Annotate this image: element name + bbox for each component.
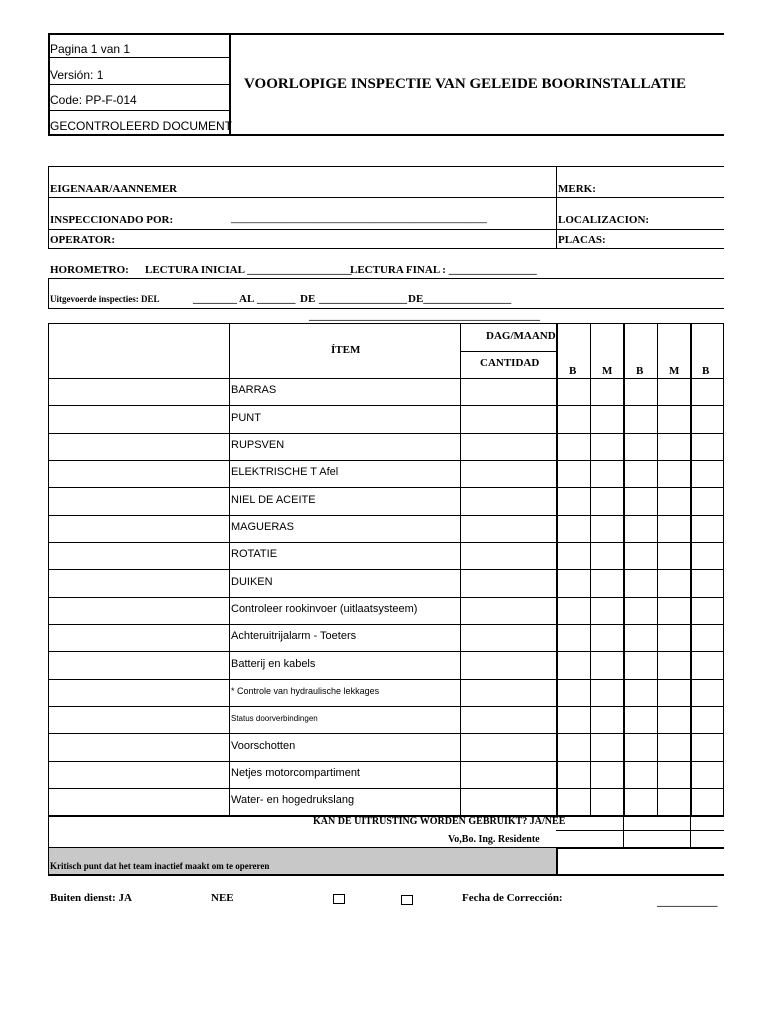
inspected-by-label: INSPECCIONADO POR: [50,214,174,226]
controlled-document: GECONTROLEERD DOCUMENT [50,119,233,133]
plates-label: PLACAS: [558,234,606,246]
correction-date-label: Fecha de Corrección: [462,892,563,904]
table-row-item-label: Batterij en kabels [231,657,316,670]
from-day-field[interactable]: ________ [193,293,237,305]
nee-checkbox[interactable] [401,895,413,905]
critical-point-label: Kritisch punt dat het team inactief maakt om te opereren [50,861,270,871]
operator-label: OPERATOR: [50,234,115,246]
table-row-item-label: Status doorverbindingen [231,713,318,723]
nee-label: NEE [211,892,234,904]
inspections-label: Uitgevoerde inspecties: DEL [50,294,160,304]
table-row-item-label: Voorschotten [231,739,296,752]
inspected-by-field[interactable]: ______________________________________________ [231,213,487,224]
year-field[interactable]: DE________________ [408,293,512,305]
owner-label: EIGENAAR/AANNEMER [50,183,178,195]
al-label: AL [239,293,255,305]
table-row-item-label: BARRAS [231,384,277,396]
table-row-item-label: Achteruitrijalarm - Toeters [231,630,357,642]
initial-reading[interactable]: LECTURA INICIAL ___________________ [145,264,352,276]
page-number: Pagina 1 van 1 [50,42,131,56]
table-row-item-label: Controleer rookinvoer (uitlaatsysteem) [231,603,418,615]
final-reading[interactable]: LECTURA FINAL : ________________ [350,264,537,276]
item-header: ÍTEM [331,344,361,356]
bm-header: M [669,365,680,377]
bm-header: M [602,365,613,377]
month-field[interactable]: ________________ [319,293,407,305]
table-row-item-label: PUNT [231,411,261,424]
table-row-item-label: ROTATIE [231,548,278,560]
location-label: LOCALIZACION: [558,214,650,226]
out-of-service-label: Buiten dienst: JA [50,892,132,904]
table-row-item-label: RUPSVEN [231,439,285,451]
table-row-item-label: Netjes motorcompartiment [231,767,360,779]
correction-date-field[interactable]: ___________ [657,896,718,908]
document-code: Code: PP-F-014 [50,93,137,107]
ja-checkbox[interactable] [333,894,345,904]
bm-header: B [702,365,710,377]
table-row-item-label: MAGUERAS [231,521,294,533]
table-row-item-label: NIEL DE ACEITE [231,493,316,506]
page-title: VOORLOPIGE INSPECTIE VAN GELEIDE BOORINSTALLATIE [244,76,687,92]
brand-label: MERK: [558,183,596,195]
table-row-item-label: ELEKTRISCHE T Afel [231,466,339,478]
to-day-field[interactable]: _______ [257,293,296,305]
table-row-item-label: * Controle van hydraulische lekkages [231,686,380,696]
table-row-item-label: DUIKEN [231,575,273,588]
bm-header: B [636,365,644,377]
version: Versión: 1 [50,68,104,82]
table-row-item-label: Water- en hogedrukslang [231,794,355,806]
can-use-question: KAN DE UITRUSTING WORDEN GEBRUIKT? JA/NEE [313,816,566,827]
signature-line: __________________________________________ [309,310,540,322]
quantity-header: CANTIDAD [480,357,540,369]
de-label: DE [300,293,316,305]
bm-header: B [569,365,577,377]
vobo-label: Vo,Bo. Ing. Residente [448,834,540,845]
date-header: DAG/MAAND [486,330,556,342]
horometer-label: HOROMETRO: [50,264,129,276]
